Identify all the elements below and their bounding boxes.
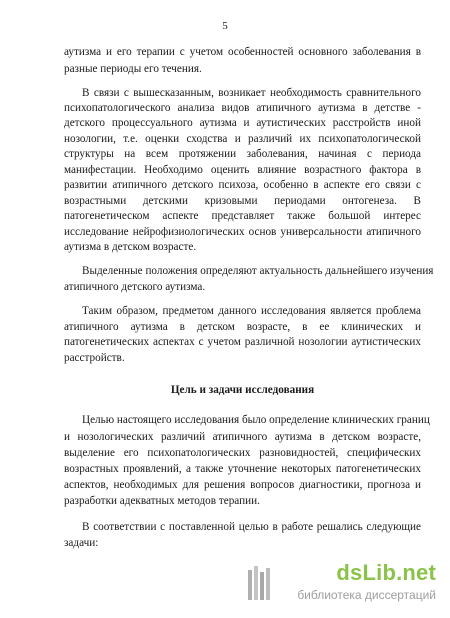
text-line: Целью настоящего исследования было определение клинических границ: [82, 414, 430, 426]
text-line: разные периоды его течения.: [64, 63, 202, 75]
text-line: исследование нейрофизиологических основ универсальности атипичного: [64, 226, 421, 238]
watermark-subtitle: библиотека диссертаций: [297, 588, 436, 602]
text-line: В соответствии с поставленной целью в работе решались следующие: [82, 521, 421, 533]
books-icon: [246, 564, 272, 604]
text-line: атипичного аутизма в детском возрасте, в ее клинических и: [64, 321, 421, 333]
text-line: аутизма в детском возрасте.: [64, 241, 197, 253]
text-line: расстройств.: [64, 352, 125, 364]
text-line: В связи с вышесказанным, возникает необходимость сравнительного: [82, 87, 421, 99]
text-line: выделение его психопатологических разновидностей, специфических: [64, 447, 421, 459]
text-line: Таким образом, предметом данного исследования является проблема: [82, 305, 421, 317]
text-line: манифестации. Необходимо оценить влияние возрастного фактора в: [64, 164, 421, 176]
text-line: возрастными детскими кризовыми периодами онтогенеза. В: [64, 195, 421, 207]
page-number: 5: [222, 20, 228, 32]
text-line: атипичного детского аутизма.: [64, 281, 206, 293]
text-line: патогенетических аспектах с учетом различной нозологии аутистических: [64, 336, 421, 348]
text-line: детского процессуального аутизма и аутистических расстройств иной: [64, 117, 421, 129]
text-line: Выделенные положения определяют актуальность дальнейшего изучения: [82, 265, 434, 277]
text-line: нозологии, т.е. оценки сходства и различий их психопатологической: [64, 133, 421, 145]
text-line: задачи:: [64, 537, 99, 549]
text-line: разработки адекватных методов терапии.: [64, 495, 260, 507]
text-line: и нозологических различий атипичного аутизма в детском возрасте,: [64, 431, 421, 443]
text-line: психопатологического анализа видов атипичного аутизма в детстве -: [64, 102, 421, 114]
watermark-logo: dsLib.net: [336, 560, 436, 585]
text-line: структуры на всем протяжении заболевания, начиная с периода: [64, 148, 421, 160]
text-line: возрастных проявлений, а также уточнение некоторых патогенетических: [64, 463, 421, 475]
watermark: [246, 560, 436, 606]
text-line: развитии атипичного детского психоза, особенно в аспекте его связи с: [64, 179, 421, 191]
text-line: аутизма и его терапии с учетом особенностей основного заболевания в: [64, 46, 421, 58]
section-heading: Цель и задачи исследования: [170, 384, 315, 396]
text-line: патогенетическом аспекте представляет также большой интерес: [64, 210, 421, 222]
text-line: аспектов, необходимых для решения вопросов диагностики, прогноза и: [64, 479, 421, 491]
